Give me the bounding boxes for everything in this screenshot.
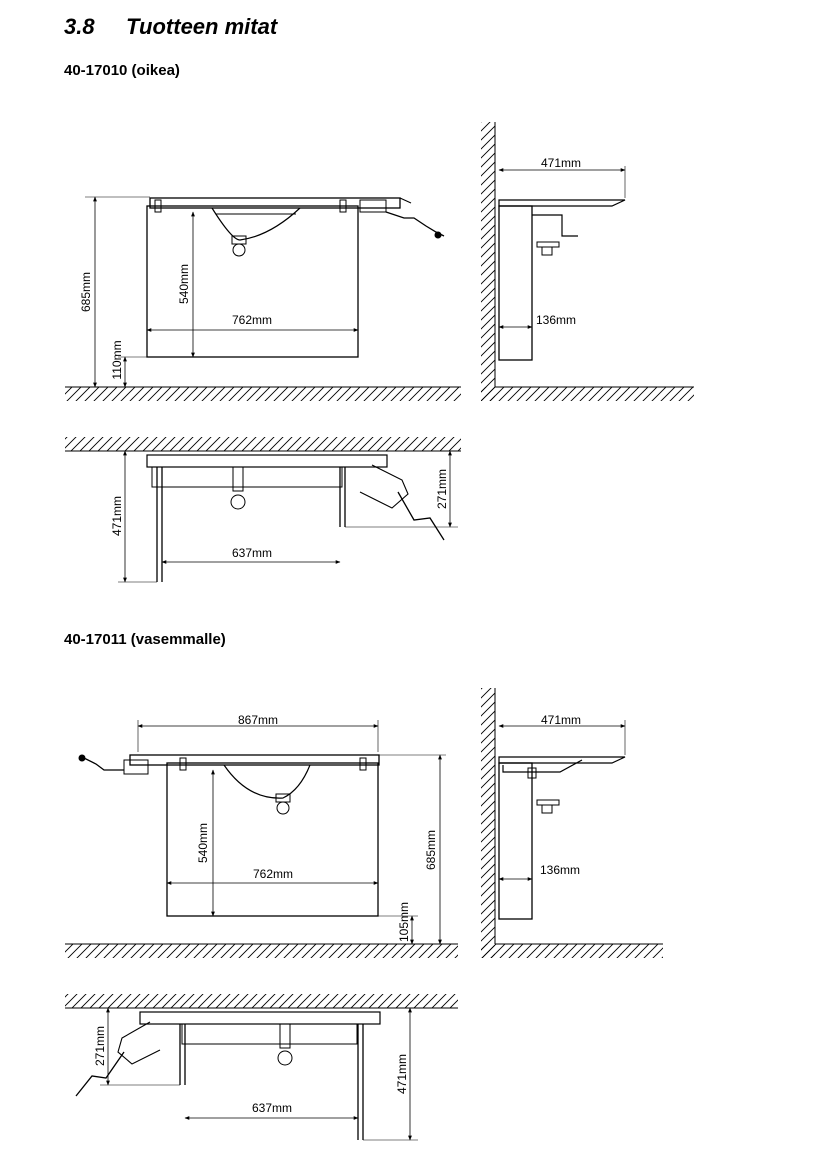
dim-136-side-left: 136mm <box>539 863 581 877</box>
cabinet-side <box>499 206 532 360</box>
dim-471-top-right: 471mm <box>110 495 124 537</box>
side-view-left <box>481 688 663 958</box>
floor-hatch <box>481 387 694 401</box>
floor-hatch <box>65 944 458 958</box>
model-label-right: 40-17010 (oikea) <box>64 62 180 79</box>
model-label-left: 40-17011 (vasemmalle) <box>64 631 226 648</box>
floor-hatch <box>481 944 663 958</box>
floor-hatch <box>65 387 461 401</box>
top-plate-side <box>499 757 625 763</box>
dim-685-left: 685mm <box>424 829 438 871</box>
ceiling-wall-hatch <box>65 437 461 451</box>
top-plate-side <box>499 200 625 206</box>
basin <box>224 765 310 798</box>
dim-471-side-left: 471mm <box>540 713 582 727</box>
front-view-right <box>65 197 461 401</box>
top-plate-plan <box>147 455 387 467</box>
dim-867-left: 867mm <box>237 713 279 727</box>
ceiling-wall-hatch <box>65 994 458 1008</box>
lever-box <box>360 200 386 212</box>
dim-540-right: 540mm <box>177 263 191 305</box>
side-view-right <box>481 122 694 401</box>
dim-271-top-left: 271mm <box>93 1025 107 1067</box>
top-view-right <box>65 437 461 582</box>
dim-637-top-left: 637mm <box>251 1101 293 1115</box>
cabinet-side <box>499 763 532 919</box>
dim-105-left: 105mm <box>397 901 411 943</box>
dim-471-top-left: 471mm <box>395 1053 409 1095</box>
crank-handle <box>386 212 444 236</box>
basin <box>212 208 300 240</box>
crank-handle <box>84 758 124 770</box>
dim-471-side-right: 471mm <box>540 156 582 170</box>
dim-110-right: 110mm <box>110 340 124 380</box>
wall-hatch <box>481 688 495 958</box>
dim-540-left: 540mm <box>196 822 210 864</box>
dim-271-top-right: 271mm <box>435 468 449 510</box>
dim-136-side-right: 136mm <box>535 313 577 327</box>
section-number: 3.8 <box>64 14 95 39</box>
section-title: Tuotteen mitat <box>126 14 278 39</box>
wall-hatch <box>481 122 495 401</box>
dim-762-left: 762mm <box>252 867 294 881</box>
dim-685-right: 685mm <box>79 271 93 313</box>
dim-762-right: 762mm <box>231 313 273 327</box>
dim-637-top-right: 637mm <box>231 546 273 560</box>
lever-box <box>124 760 148 774</box>
top-plate-plan <box>140 1012 380 1024</box>
